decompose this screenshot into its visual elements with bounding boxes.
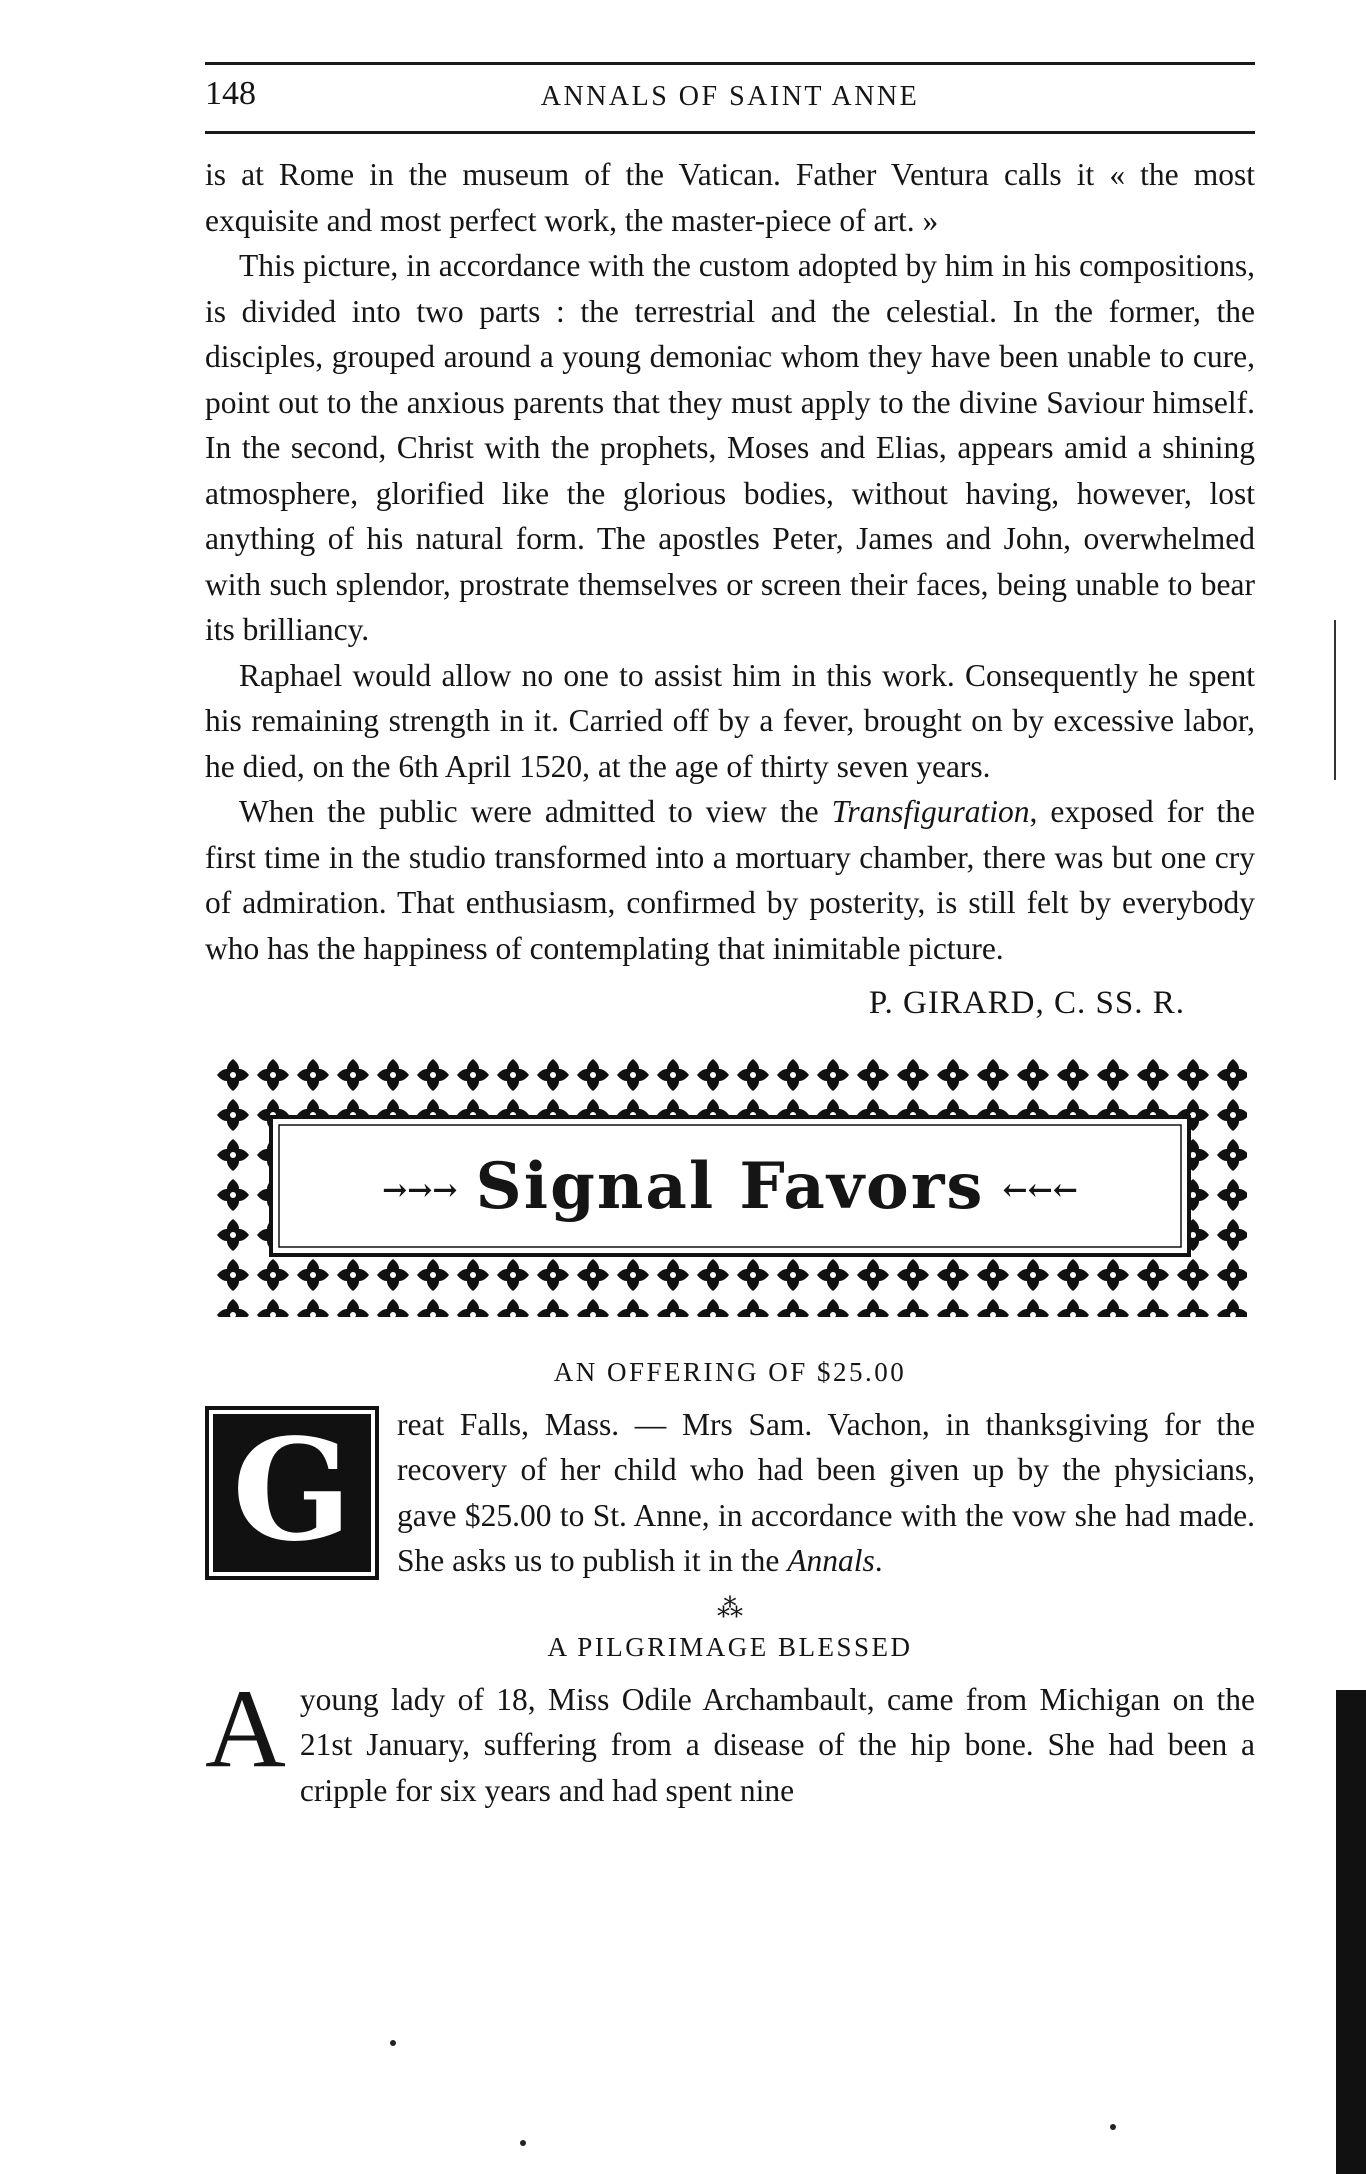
- article-paragraph: [205, 789, 1255, 971]
- article-paragraph: Raphael would allow no one to assist him in this work. Consequently he spent his remaining strength in it. Carried off by a fever, brought on by excessive labor, he died, on the 6th April 1520, at the age of thirty seven years.: [205, 657, 1255, 784]
- pilgrimage-paragraph: young lady of 18, Miss Odile Archambault, came from Michigan on the 21st January, suffering from a disease of the hip bone. She had been a cripple for six years and had spent nine: [299, 1681, 1255, 1808]
- banner-title-text: Signal Favors: [475, 1148, 985, 1224]
- scan-edge-line: [1334, 620, 1336, 780]
- article-body: [205, 152, 1255, 1027]
- article-text: When the public were admitted to view the: [239, 794, 832, 829]
- drop-cap-g: G: [205, 1406, 379, 1580]
- offering-heading: AN OFFERING OF $25.00: [553, 1356, 907, 1387]
- page-header: [205, 62, 1255, 134]
- scan-speck: [520, 2140, 526, 2146]
- drop-cap-a: A: [205, 1666, 286, 1791]
- annals-title: Annals: [787, 1543, 875, 1578]
- scan-edge-bar: [1336, 1690, 1366, 2174]
- banner-title: [213, 1148, 1247, 1224]
- scan-speck: [390, 2040, 396, 2046]
- article-paragraph: This picture, in accordance with the custom adopted by him in his compositions, is divided into two parts : the terrestrial and the celestial. In the former, the disciples, grouped around a young demoniac whom they have been unable to cure, point out to the anxious parents that they must apply to the divine Saviour himself. In the second, Christ with the prophets, Moses and Elias, appears amid a shining atmosphere, glorified like the glorious bodies, without having, however, lost anything of his natural form. The apostles Peter, James and John, overwhelmed with such splendor, prostrate themselves or screen their faces, being unable to bear its brilliancy.: [205, 248, 1255, 647]
- painting-title: Transfiguration: [831, 794, 1030, 829]
- section-separator-icon: ⁂: [717, 1593, 743, 1623]
- article-paragraph: is at Rome in the museum of the Vatican. Father Ventura calls it « the most exquisite and most perfect work, the master-piece of art. »: [205, 157, 1255, 238]
- offering-text: .: [874, 1543, 883, 1578]
- left-arrows-icon: →→→: [382, 1173, 458, 1208]
- pilgrimage-heading: A PILGRIMAGE BLESSED: [547, 1631, 913, 1662]
- author-signature: P. GIRARD, C. SS. R.: [868, 985, 1185, 1021]
- article-text: , exposed for the first time in the studio transformed into a mortuary chamber, there was but one cry of admiration. That enthusiasm, confirmed by posterity, is still felt by everybody who has the happiness of contemplating that inimitable picture.: [205, 794, 1255, 966]
- offering-text: reat Falls, Mass. — Mrs Sam. Vachon, in thanksgiving for the recovery of her child who had been given up by the physicians, gave $25.00 to St. Anne, in accordance with the vow she had made. She asks us to publish it in the: [397, 1406, 1255, 1578]
- running-head: ANNALS OF SAINT ANNE: [540, 81, 920, 112]
- offering-section: [205, 1357, 1255, 1814]
- page-content: [205, 62, 1255, 1813]
- right-arrows-icon: ←←←: [1002, 1173, 1078, 1208]
- scan-speck: [1110, 2124, 1116, 2130]
- signal-favors-banner: [213, 1055, 1247, 1317]
- page-number: 148: [205, 75, 256, 112]
